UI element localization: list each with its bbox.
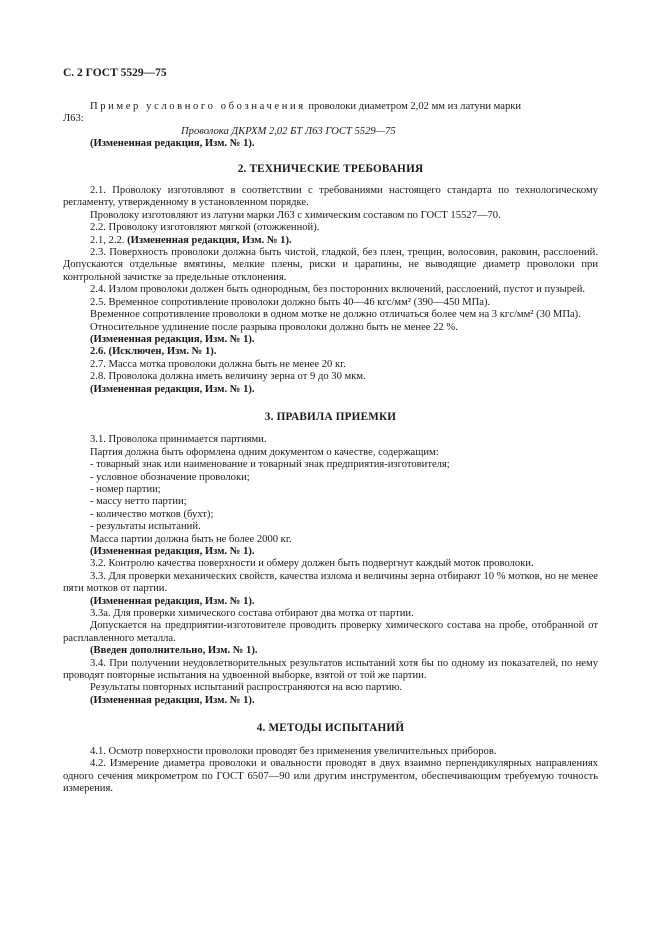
list-item: - количество мотков (бухт);: [90, 508, 214, 520]
clause-4-1: 4.1. Осмотр поверхности проволоки проводят без применения увеличительных приборов.: [90, 745, 497, 757]
clause-2-4: 2.4. Излом проволоки должен быть однородным, без посторонних включений, расслоений, пустот и пузырей.: [90, 284, 586, 296]
clause-2-5-elongation: Относительное удлинение после разрыва проволоки должно быть не менее 22 %.: [90, 321, 458, 333]
section-4-heading: 4. МЕТОДЫ ИСПЫТАНИЙ: [256, 722, 405, 735]
clause-2-7: 2.7. Масса мотка проволоки должна быть не менее 20 кг.: [90, 358, 346, 370]
amendment-note: (Измененная редакция, Изм. № 1).: [127, 234, 292, 246]
clause-2-6: 2.6. (Исключен, Изм. № 1).: [90, 346, 217, 358]
list-item: - результаты испытаний.: [90, 521, 201, 533]
clause-3-1-document: Партия должна быть оформлена одним документом о качестве, содержащим:: [90, 446, 439, 458]
clause-numbers: 2.1, 2.2.: [90, 234, 128, 246]
amendment-note: (Измененная редакция, Изм. № 1).: [90, 595, 255, 607]
clause-2-3: 2.3. Поверхность проволоки должна быть чистой, гладкой, без плен, трещин, волосовин, раковин, расслоений. Допускаются отдельные вмятины, мелкие плены, риски и царапины, не выводящие диаметр проволоки при контрольной зачистке за предельные отклонения.: [63, 247, 598, 283]
running-title: С. 2 ГОСТ 5529—75: [63, 67, 167, 79]
clause-3-1: 3.1. Проволока принимается партиями.: [90, 434, 267, 446]
lot-mass: Масса партии должна быть не более 2000 кг.: [90, 533, 292, 545]
list-item: - условное обозначение проволоки;: [90, 471, 250, 483]
amendment-note: (Измененная редакция, Изм. № 1).: [90, 546, 255, 557]
example-paragraph: [63, 101, 598, 113]
clause-2-2: 2.2. Проволоку изготовляют мягкой (отожженной).: [90, 222, 320, 234]
amendment-note: (Измененная редакция, Изм. № 1).: [90, 333, 255, 345]
clause-3-4-results: Результаты повторных испытаний распространяются на всю партию.: [90, 682, 403, 694]
addition-note: (Введен дополнительно, Изм. № 1).: [90, 645, 258, 657]
amendment-note: (Измененная редакция, Изм. № 1).: [90, 138, 255, 150]
clause-3-3: 3.3. Для проверки механических свойств, качества излома и величины зерна отбирают 10 % мотков, но не менее пяти мотков от партии.: [63, 570, 598, 595]
clause-2-1: 2.1. Проволоку изготовляют в соответствии с требованиями настоящего стандарта по технологическому регламенту, утвержденному в установленном порядке.: [63, 185, 598, 209]
example-continuation: Л63:: [63, 113, 84, 125]
clause-2-5-tolerance: Временное сопротивление проволоки в одном мотке не должно отличаться более чем на 3 кгс/мм² (30 МПа).: [90, 309, 581, 321]
section-3-heading: 3. ПРАВИЛА ПРИЕМКИ: [264, 410, 397, 423]
clause-3-4: 3.4. При получении неудовлетворительных результатов испытаний хотя бы по одному из показателей, по нему проводят повторные испытания на удвоенной выборке, взятой от той же партии.: [63, 657, 598, 682]
amendment-note: (Измененная редакция, Изм. № 1).: [90, 694, 255, 706]
list-item: - товарный знак или наименование и товарный знак предприятия-изготовителя;: [90, 459, 450, 471]
list-item: - номер партии;: [90, 483, 161, 495]
clause-3-3a-melt: Допускается на предприятии-изготовителе проводить проверку химического состава на пробе, отобранной от расплавленного металла.: [63, 620, 598, 644]
clause-2-1-material: Проволоку изготовляют из латуни марки Л63 с химическим составом по ГОСТ 15527—70.: [90, 209, 501, 221]
clause-2-8: 2.8. Проволока должна иметь величину зерна от 9 до 30 мкм.: [90, 371, 366, 383]
document-body: [63, 101, 598, 795]
example-text: проволоки диаметром 2,02 мм из латуни марки: [305, 101, 522, 112]
clause-2-1-2-amendment: [63, 235, 598, 247]
example-spaced-label: Пример условного обозначения: [90, 101, 306, 112]
clause-4-2: 4.2. Измерение диаметра проволоки и овальности проводят в двух взаимно перпендикулярных направлениях одного сечения микрометром по ГОСТ 6507—90 или другим инструментом, обеспечивающим требуемую точность измерения.: [63, 758, 598, 794]
section-2-heading: 2. ТЕХНИЧЕСКИЕ ТРЕБОВАНИЯ: [237, 162, 424, 175]
clause-2-5: 2.5. Временное сопротивление проволоки должно быть 40—46 кгс/мм² (390—450 МПа).: [90, 296, 491, 308]
list-item: - массу нетто партии;: [90, 496, 187, 508]
amendment-note: (Измененная редакция, Изм. № 1).: [90, 383, 255, 395]
clause-3-3a: 3.3а. Для проверки химического состава отбирают два мотка от партии.: [90, 608, 414, 620]
clause-3-2: 3.2. Контролю качества поверхности и обмеру должен быть подвергнут каждый моток проволоки.: [90, 558, 534, 570]
designation-example: Проволока ДКРХМ 2,02 БТ Л63 ГОСТ 5529—75: [181, 125, 396, 137]
